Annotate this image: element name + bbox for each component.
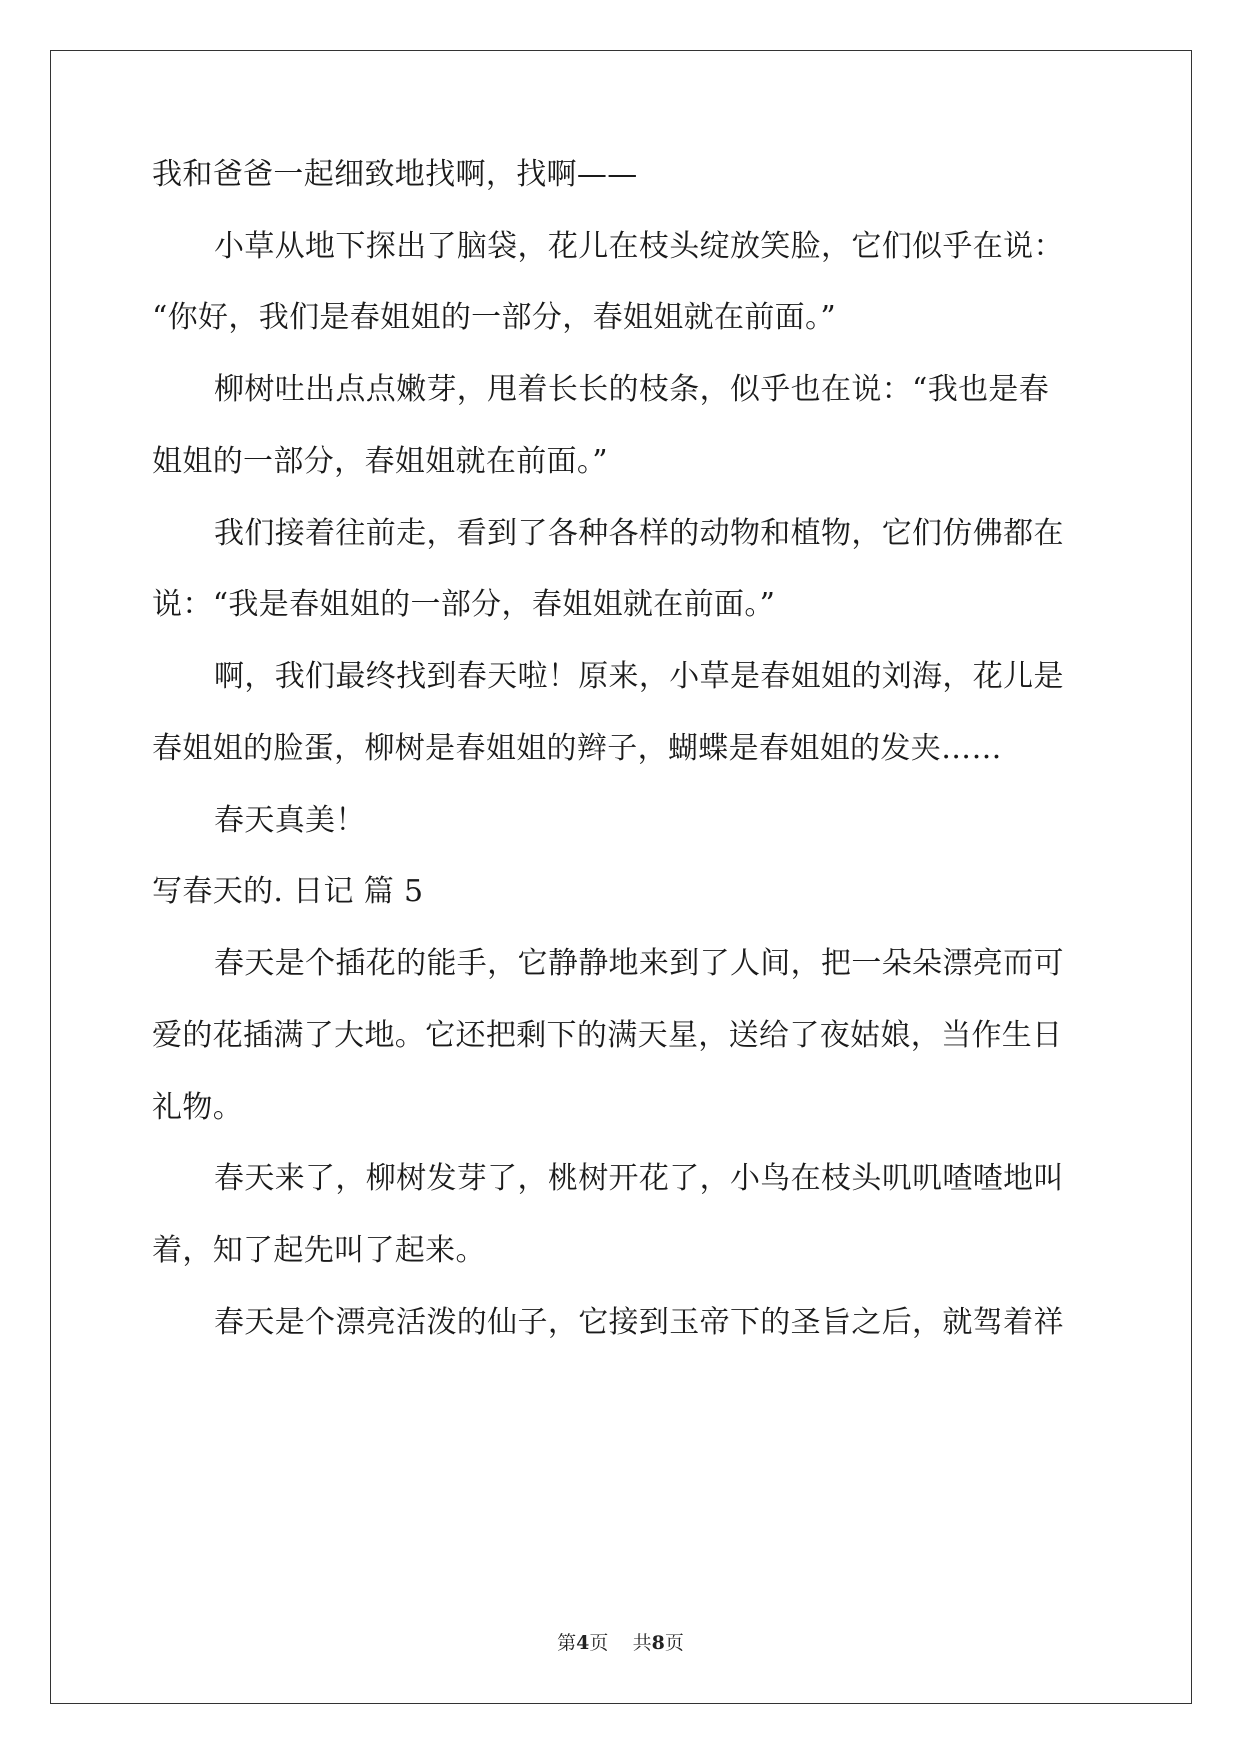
text-line: 礼物。 [152,1090,244,1125]
paragraph-line: 春天来了，柳树发芽了，桃树开花了，小鸟在枝头叽叽喳喳地叫 [214,1161,1064,1196]
text-line: 说：“我是春姐姐的一部分，春姐姐就在前面。” [152,587,776,622]
text-line: 春姐姐的脸蛋，柳树是春姐姐的辫子，蝴蝶是春姐姐的发夹…… [152,731,1002,766]
section-heading: 写春天的. 日记 篇 5 [152,874,424,909]
paragraph-line: 春天真美！ [214,803,366,838]
paragraph-line: 小草从地下探出了脑袋，花儿在枝头绽放笑脸，它们似乎在说： [214,229,1064,264]
total-prefix: 共 [632,1632,652,1654]
total-pages-number: 8 [651,1632,665,1654]
paragraph-line: 春天是个插花的能手，它静静地来到了人间，把一朵朵漂亮而可 [214,946,1064,981]
paragraph-line: 啊，我们最终找到春天啦！原来，小草是春姐姐的刘海，花儿是 [214,659,1064,694]
paragraph-line: 我们接着往前走，看到了各种各样的动物和植物，它们仿佛都在 [214,516,1064,551]
total-suffix: 页 [664,1632,684,1654]
text-line: 爱的花插满了大地。它还把剩下的满天星，送给了夜姑娘，当作生日 [152,1018,1063,1053]
current-page-number: 4 [576,1632,590,1654]
page-prefix: 第 [557,1632,577,1654]
paragraph-line: 柳树吐出点点嫩芽，甩着长长的枝条，似乎也在说：“我也是春 [214,372,1050,407]
text-line: 我和爸爸一起细致地找啊，找啊—— [152,157,638,192]
page-footer [0,1628,1241,1655]
text-line: 姐姐的一部分，春姐姐就在前面。” [152,444,608,479]
text-line: “你好，我们是春姐姐的一部分，春姐姐就在前面。” [152,300,837,335]
paragraph-line: 春天是个漂亮活泼的仙子，它接到玉帝下的圣旨之后，就驾着祥 [214,1305,1064,1340]
text-line: 着，知了起先叫了起来。 [152,1233,486,1268]
page-suffix: 页 [589,1632,609,1654]
